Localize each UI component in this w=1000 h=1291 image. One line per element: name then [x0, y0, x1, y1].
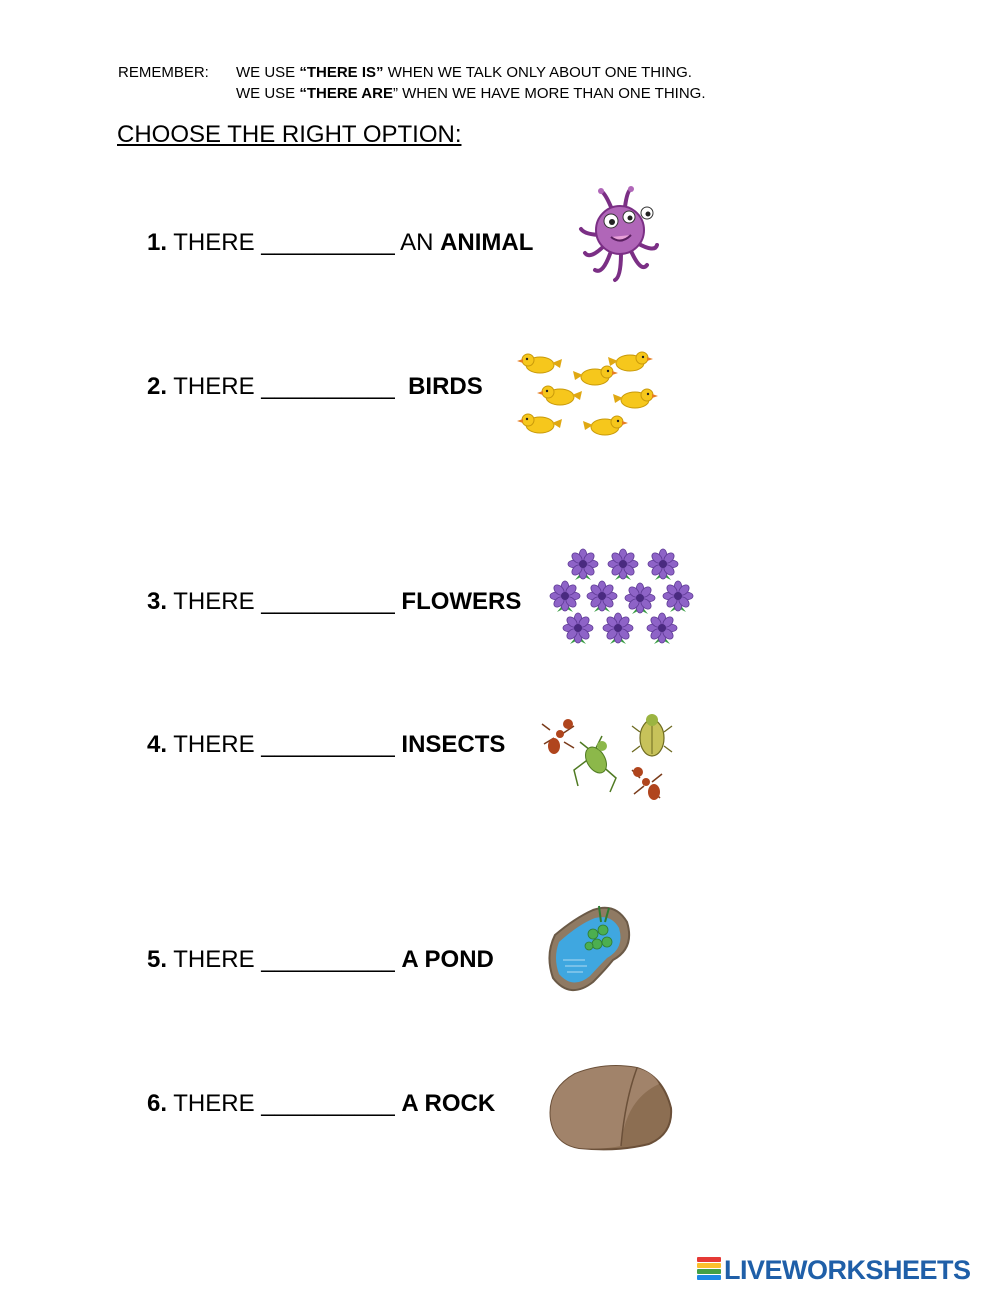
- instruction-heading: CHOOSE THE RIGHT OPTION:: [117, 121, 462, 148]
- brand-name: LIVEWORKSHEETS: [724, 1254, 971, 1285]
- remember-line-1: REMEMBER: WE USE “THERE IS” WHEN WE TALK ONLY ABOUT ONE THING.: [118, 64, 692, 81]
- there-are-emphasis: “THERE ARE: [299, 85, 393, 102]
- remember-line-2: WE USE “THERE ARE” WHEN WE HAVE MORE THAN ONE THING.: [236, 85, 706, 102]
- there-is-emphasis: “THERE IS”: [299, 64, 384, 81]
- question-5: 5. THERE __________ A POND: [147, 946, 494, 973]
- question-2-blank[interactable]: THERE __________: [167, 373, 409, 400]
- remember-label: REMEMBER:: [118, 64, 209, 81]
- question-3: 3. THERE __________ FLOWERS: [147, 588, 522, 615]
- question-1-blank[interactable]: THERE __________ AN: [167, 229, 441, 256]
- question-5-blank[interactable]: THERE __________: [167, 946, 402, 973]
- liveworksheets-logo: [697, 1254, 971, 1286]
- question-4: 4. THERE __________ INSECTS: [147, 731, 506, 758]
- question-1: 1. THERE __________ AN ANIMAL: [147, 229, 534, 256]
- insects-icon: [540, 708, 680, 808]
- remember-note: [118, 62, 706, 104]
- question-2: 2. THERE __________ BIRDS: [147, 373, 483, 400]
- question-6-blank[interactable]: THERE __________: [167, 1090, 402, 1117]
- flowers-icon: [550, 548, 700, 648]
- pond-icon: [535, 900, 635, 1000]
- birds-icon: [510, 345, 660, 445]
- monster-icon: [575, 185, 665, 285]
- question-6: 6. THERE __________ A ROCK: [147, 1090, 496, 1117]
- question-4-blank[interactable]: THERE __________: [167, 731, 402, 758]
- question-3-blank[interactable]: THERE __________: [167, 588, 402, 615]
- rock-icon: [545, 1060, 675, 1155]
- logo-mark-icon: [697, 1257, 721, 1283]
